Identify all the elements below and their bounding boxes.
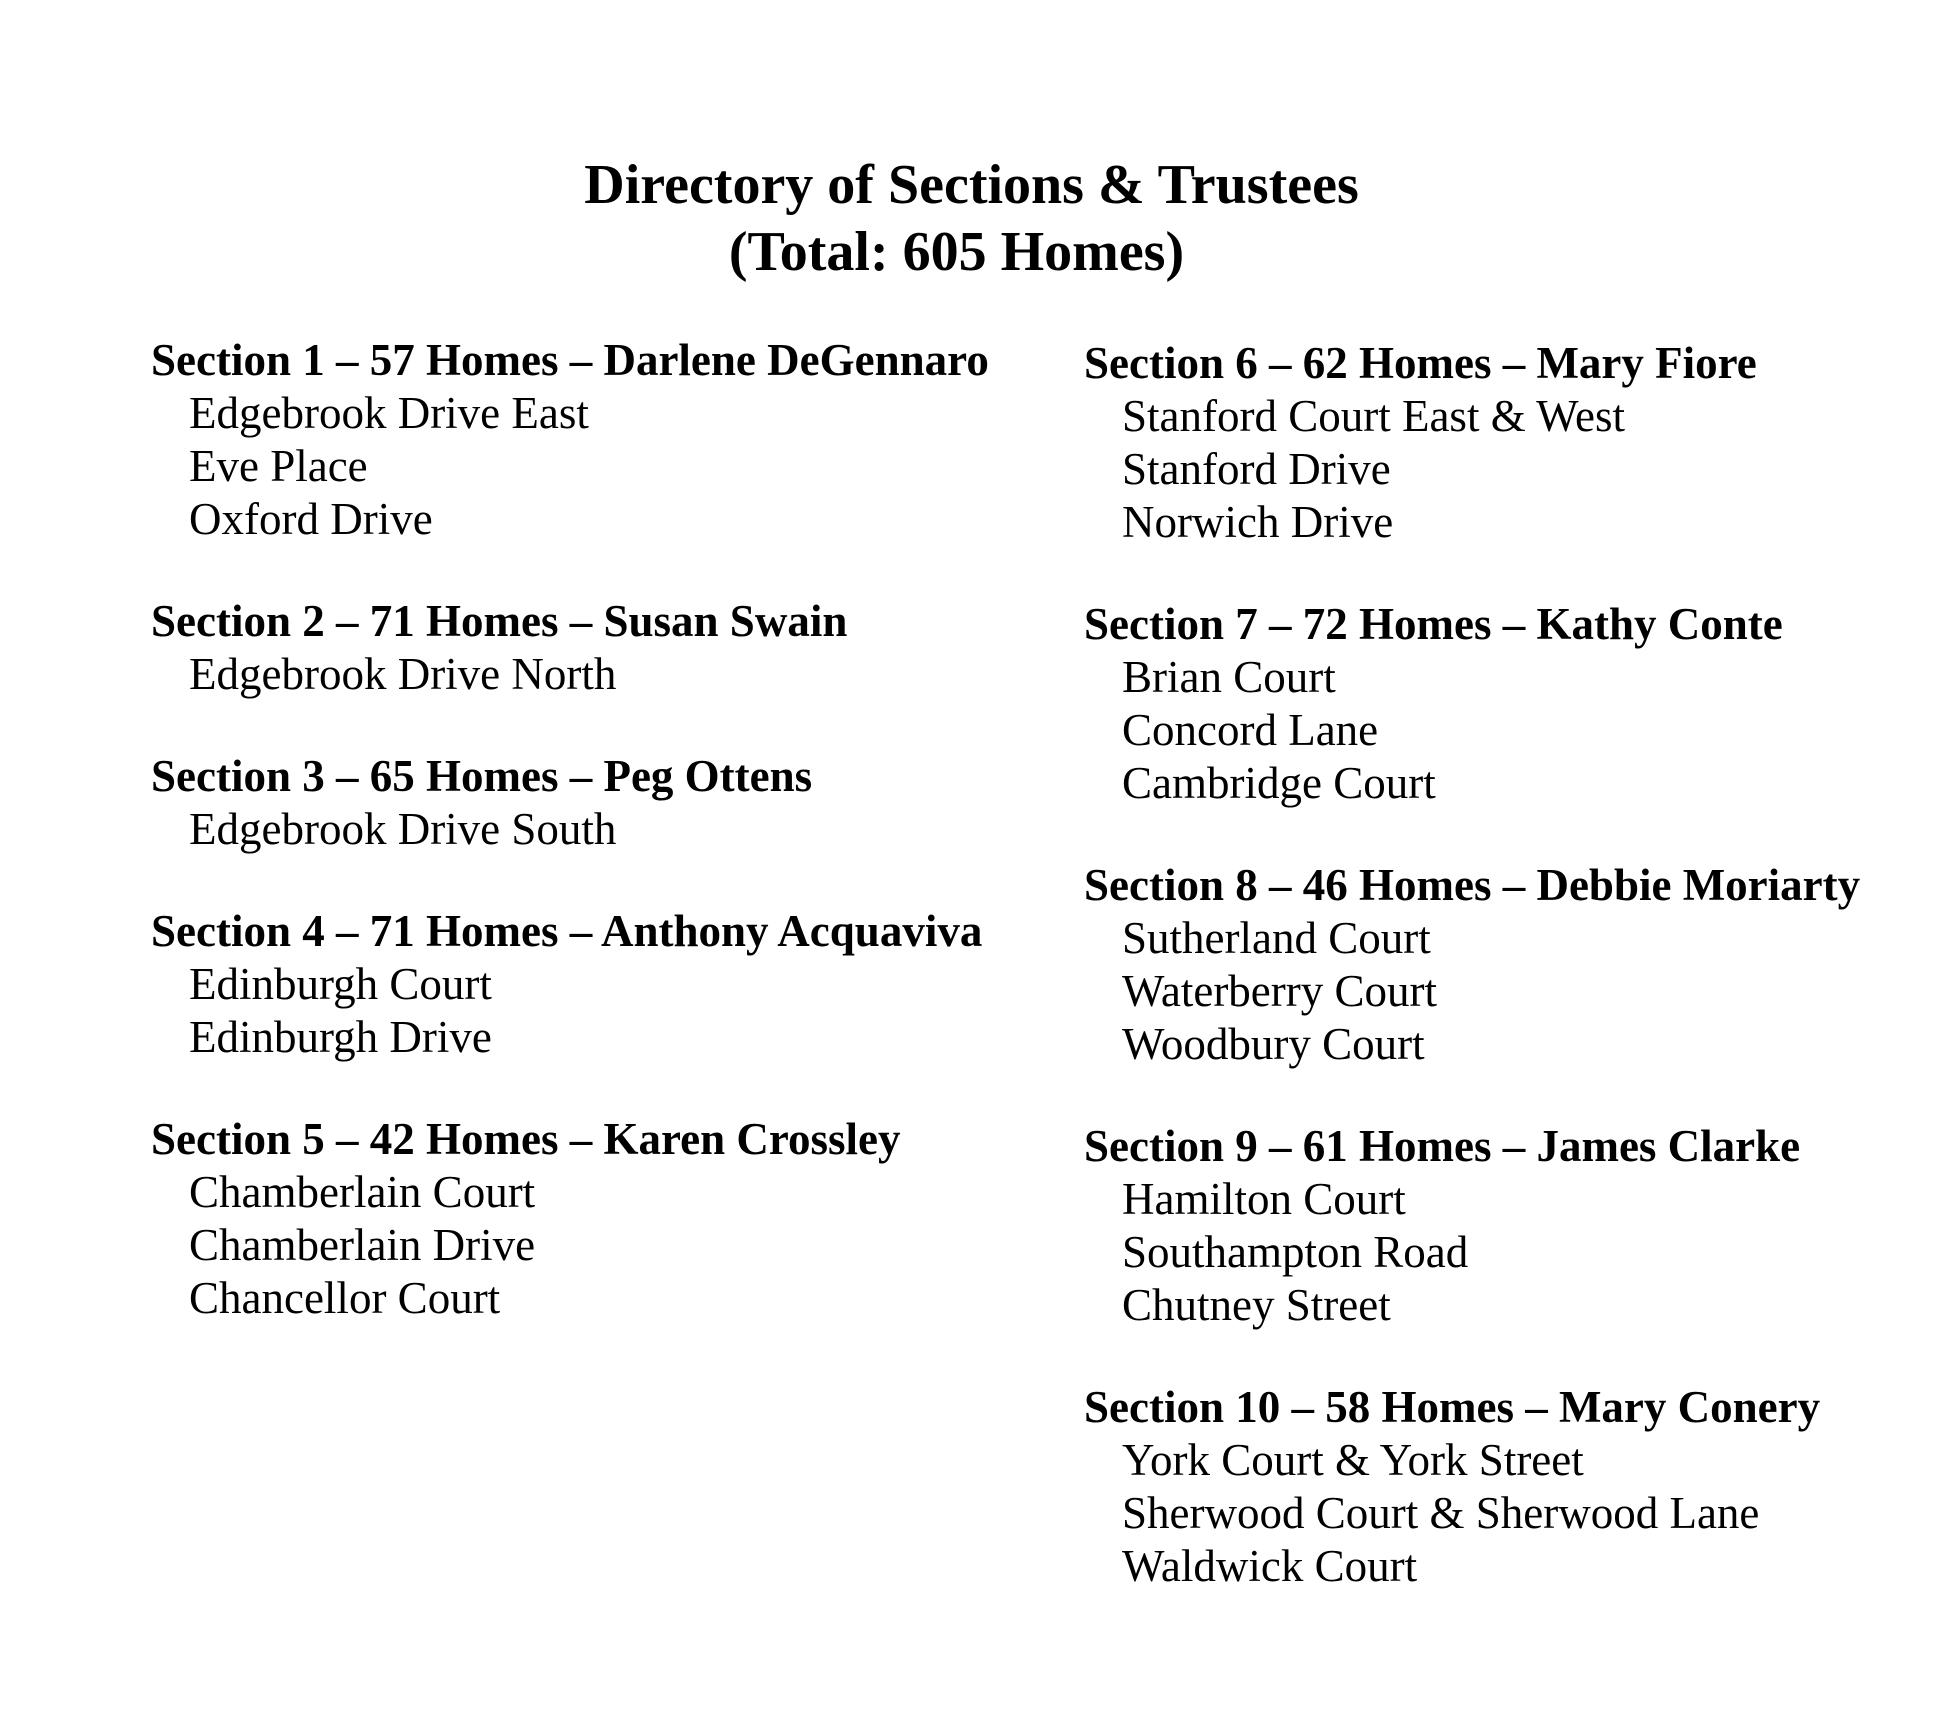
section-heading: Section 1 – 57 Homes – Darlene DeGennaro (151, 335, 989, 385)
street-name: Eve Place (189, 441, 368, 491)
title-line-1: Directory of Sections & Trustees (584, 154, 1359, 216)
street-name: Stanford Court East & West (1122, 391, 1625, 441)
street-name: Chutney Street (1122, 1280, 1391, 1330)
street-name: Chamberlain Drive (189, 1220, 536, 1270)
section-heading: Section 4 – 71 Homes – Anthony Acquaviva (151, 906, 983, 956)
street-name: Sherwood Court & Sherwood Lane (1122, 1488, 1760, 1538)
section-heading: Section 6 – 62 Homes – Mary Fiore (1084, 338, 1757, 388)
street-name: Chancellor Court (189, 1273, 501, 1323)
street-name: Norwich Drive (1122, 497, 1394, 547)
section-heading: Section 10 – 58 Homes – Mary Conery (1084, 1382, 1821, 1432)
section-9 (1084, 1120, 1860, 1332)
section-8 (1084, 859, 1860, 1071)
street-name: Edgebrook Drive East (189, 388, 589, 438)
section-1 (151, 334, 989, 546)
right-column (1084, 337, 1860, 1593)
section-heading: Section 8 – 46 Homes – Debbie Moriarty (1084, 860, 1861, 910)
section-heading: Section 3 – 65 Homes – Peg Ottens (151, 751, 813, 801)
street-name: Edinburgh Drive (189, 1012, 492, 1062)
street-name: Southampton Road (1122, 1227, 1469, 1277)
street-name: Chamberlain Court (189, 1167, 536, 1217)
section-3 (151, 750, 989, 856)
left-column (151, 334, 989, 1325)
street-name: Woodbury Court (1122, 1019, 1425, 1069)
street-name: Oxford Drive (189, 494, 433, 544)
section-5 (151, 1113, 989, 1325)
street-name: Sutherland Court (1122, 913, 1431, 963)
street-name: Cambridge Court (1122, 758, 1436, 808)
section-10 (1084, 1381, 1860, 1593)
section-heading: Section 5 – 42 Homes – Karen Crossley (151, 1114, 901, 1164)
street-name: Waterberry Court (1122, 966, 1437, 1016)
section-heading: Section 2 – 71 Homes – Susan Swain (151, 596, 848, 646)
section-heading: Section 7 – 72 Homes – Kathy Conte (1084, 599, 1783, 649)
section-6 (1084, 337, 1860, 549)
street-name: Stanford Drive (1122, 444, 1391, 494)
street-name: Edgebrook Drive North (189, 649, 617, 699)
section-7 (1084, 598, 1860, 810)
section-heading: Section 9 – 61 Homes – James Clarke (1084, 1121, 1801, 1171)
section-2 (151, 595, 989, 701)
street-name: Brian Court (1122, 652, 1336, 702)
street-name: York Court & York Street (1122, 1435, 1584, 1485)
street-name: Hamilton Court (1122, 1174, 1406, 1224)
street-name: Edgebrook Drive South (189, 804, 617, 854)
street-name: Edinburgh Court (189, 959, 492, 1009)
page-title (0, 152, 1943, 286)
street-name: Waldwick Court (1122, 1541, 1418, 1591)
street-name: Concord Lane (1122, 705, 1379, 755)
section-4 (151, 905, 989, 1064)
title-line-2: (Total: 605 Homes) (728, 221, 1185, 283)
